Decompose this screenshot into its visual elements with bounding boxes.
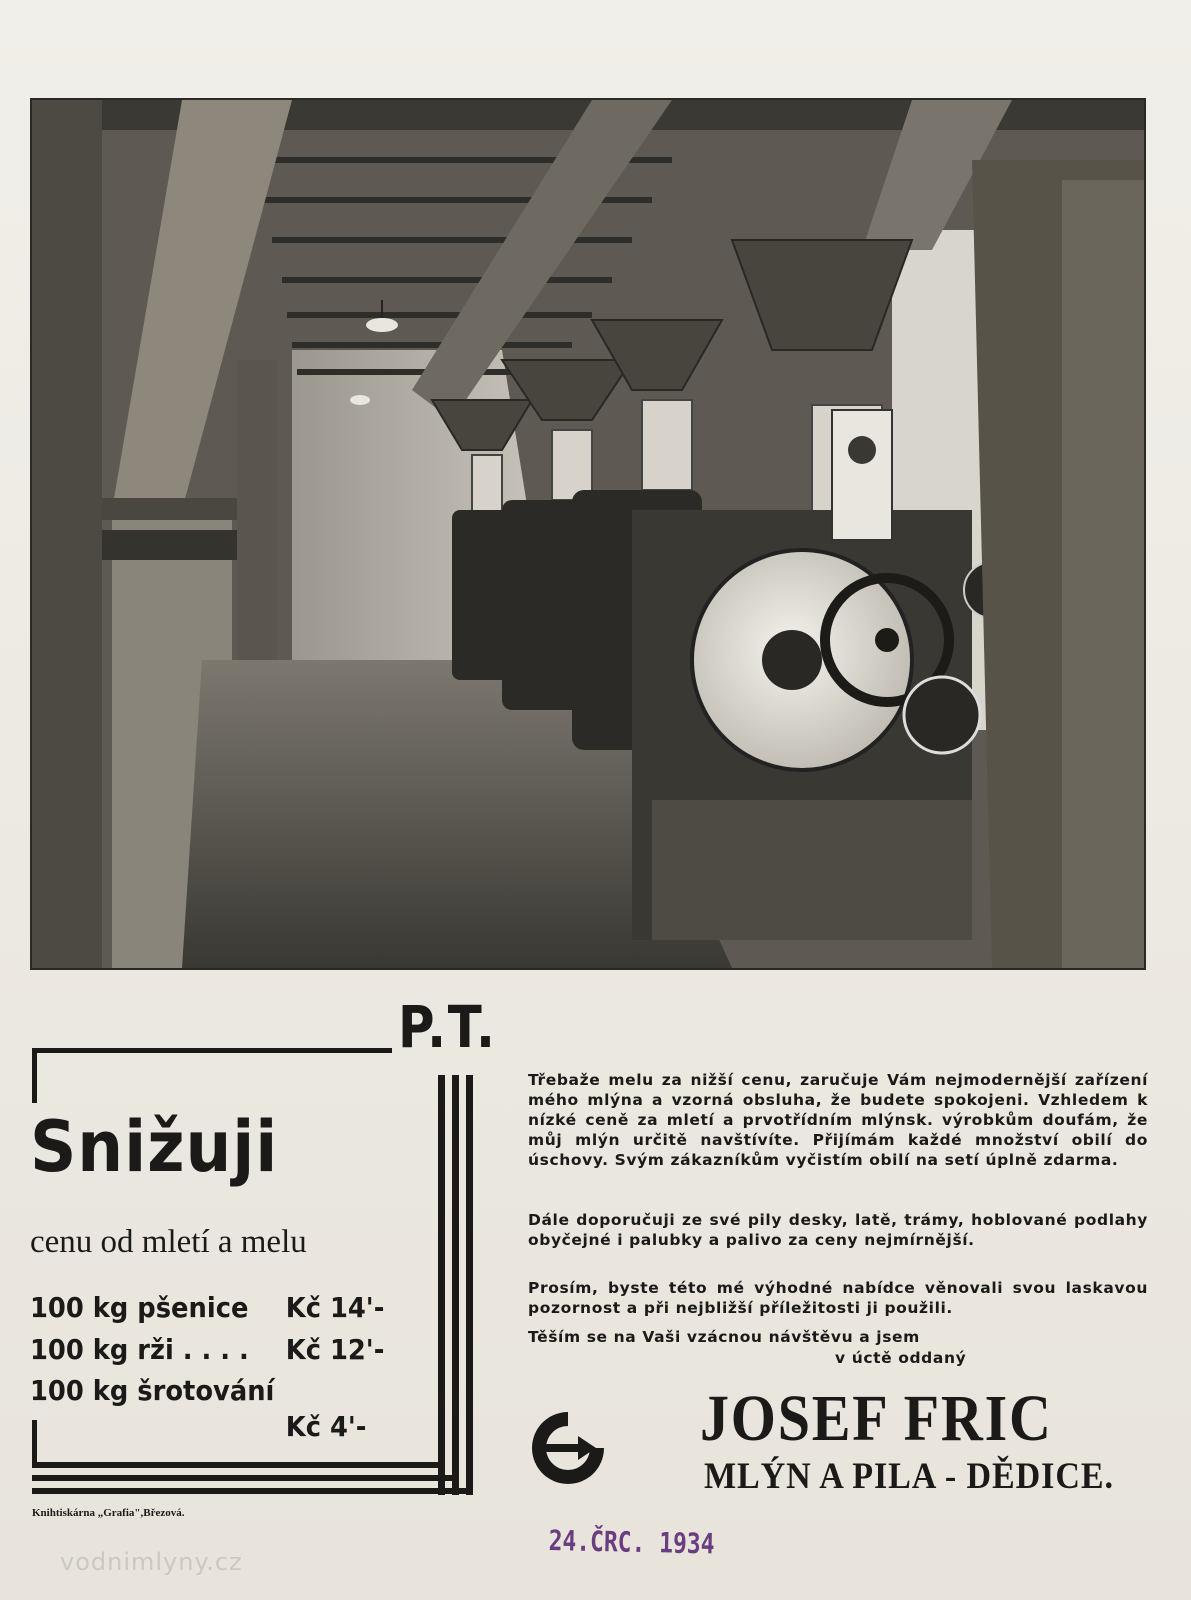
paragraph-services: Třebaže melu za nižší cenu, zaručuje Vám nejmodernější zařízení mého mlýna a vzorná obsluha, že budete spokojeni. Vzhledem k nízké ceně za mletí a prvotřídním mlýnsk. výrobkům doufám, že můj mlýn určitě navštívíte. Přijímám každé množství obilí do úschovy. Svým zákazníkům vyčistím obilí na setí úplně zdarma.	[528, 1071, 1148, 1169]
price-amount: Kč 14'-	[285, 1291, 385, 1324]
frame-bar-2	[452, 1075, 459, 1495]
paragraph-request: Prosím, byste této mé výhodné nabídce věnovali svou laskavou pozornost a při nejbližší příležitosti ji použili.	[528, 1279, 1148, 1317]
frame-bar-1	[438, 1075, 445, 1495]
price-amount: Kč 4'-	[285, 1410, 367, 1443]
watermark: vodnimlyny.cz	[60, 1548, 243, 1576]
subtitle: cenu od mletí a melu	[30, 1224, 307, 1260]
printer-imprint: Knihtiskárna „Grafia",Březová.	[32, 1507, 185, 1519]
price-item: 100 kg pšenice	[30, 1291, 249, 1324]
paragraph-sawmill: Dále doporučuji ze své pily desky, latě, trámy, hoblované podlahy obyčejné i palubky a palivo za ceny nejmírnější.	[528, 1211, 1148, 1249]
closing-line: v úctě oddaný	[835, 1349, 967, 1367]
frame-rule-top	[32, 1048, 392, 1053]
signature-name: JOSEF FRIC	[700, 1382, 1053, 1455]
price-row	[30, 1291, 385, 1324]
price-row	[30, 1333, 385, 1366]
signature-subtitle: MLÝN A PILA - DĚDICE.	[704, 1456, 1114, 1497]
frame-hbar-3	[32, 1488, 472, 1494]
price-item: 100 kg šrotování	[30, 1374, 275, 1407]
main-title: Snižuji	[30, 1106, 279, 1188]
frame-bar-3	[466, 1075, 473, 1495]
pt-heading: P.T.	[398, 993, 497, 1061]
frame-rule-left	[32, 1048, 37, 1103]
frame-hbar-2	[32, 1475, 458, 1481]
price-row	[30, 1374, 275, 1407]
price-amount: Kč 12'-	[285, 1333, 385, 1366]
frame-rule-left-lower	[32, 1420, 37, 1468]
date-stamp: 24.ČRC. 1934	[548, 1524, 715, 1561]
paragraph-greeting: Těším se na Vaši vzácnou návštěvu a jsem	[528, 1328, 920, 1346]
mill-interior-photo	[30, 98, 1146, 970]
frame-hbar-1	[32, 1462, 444, 1468]
mill-logo-icon	[528, 1408, 608, 1488]
price-item: 100 kg rži . . . .	[30, 1333, 249, 1366]
